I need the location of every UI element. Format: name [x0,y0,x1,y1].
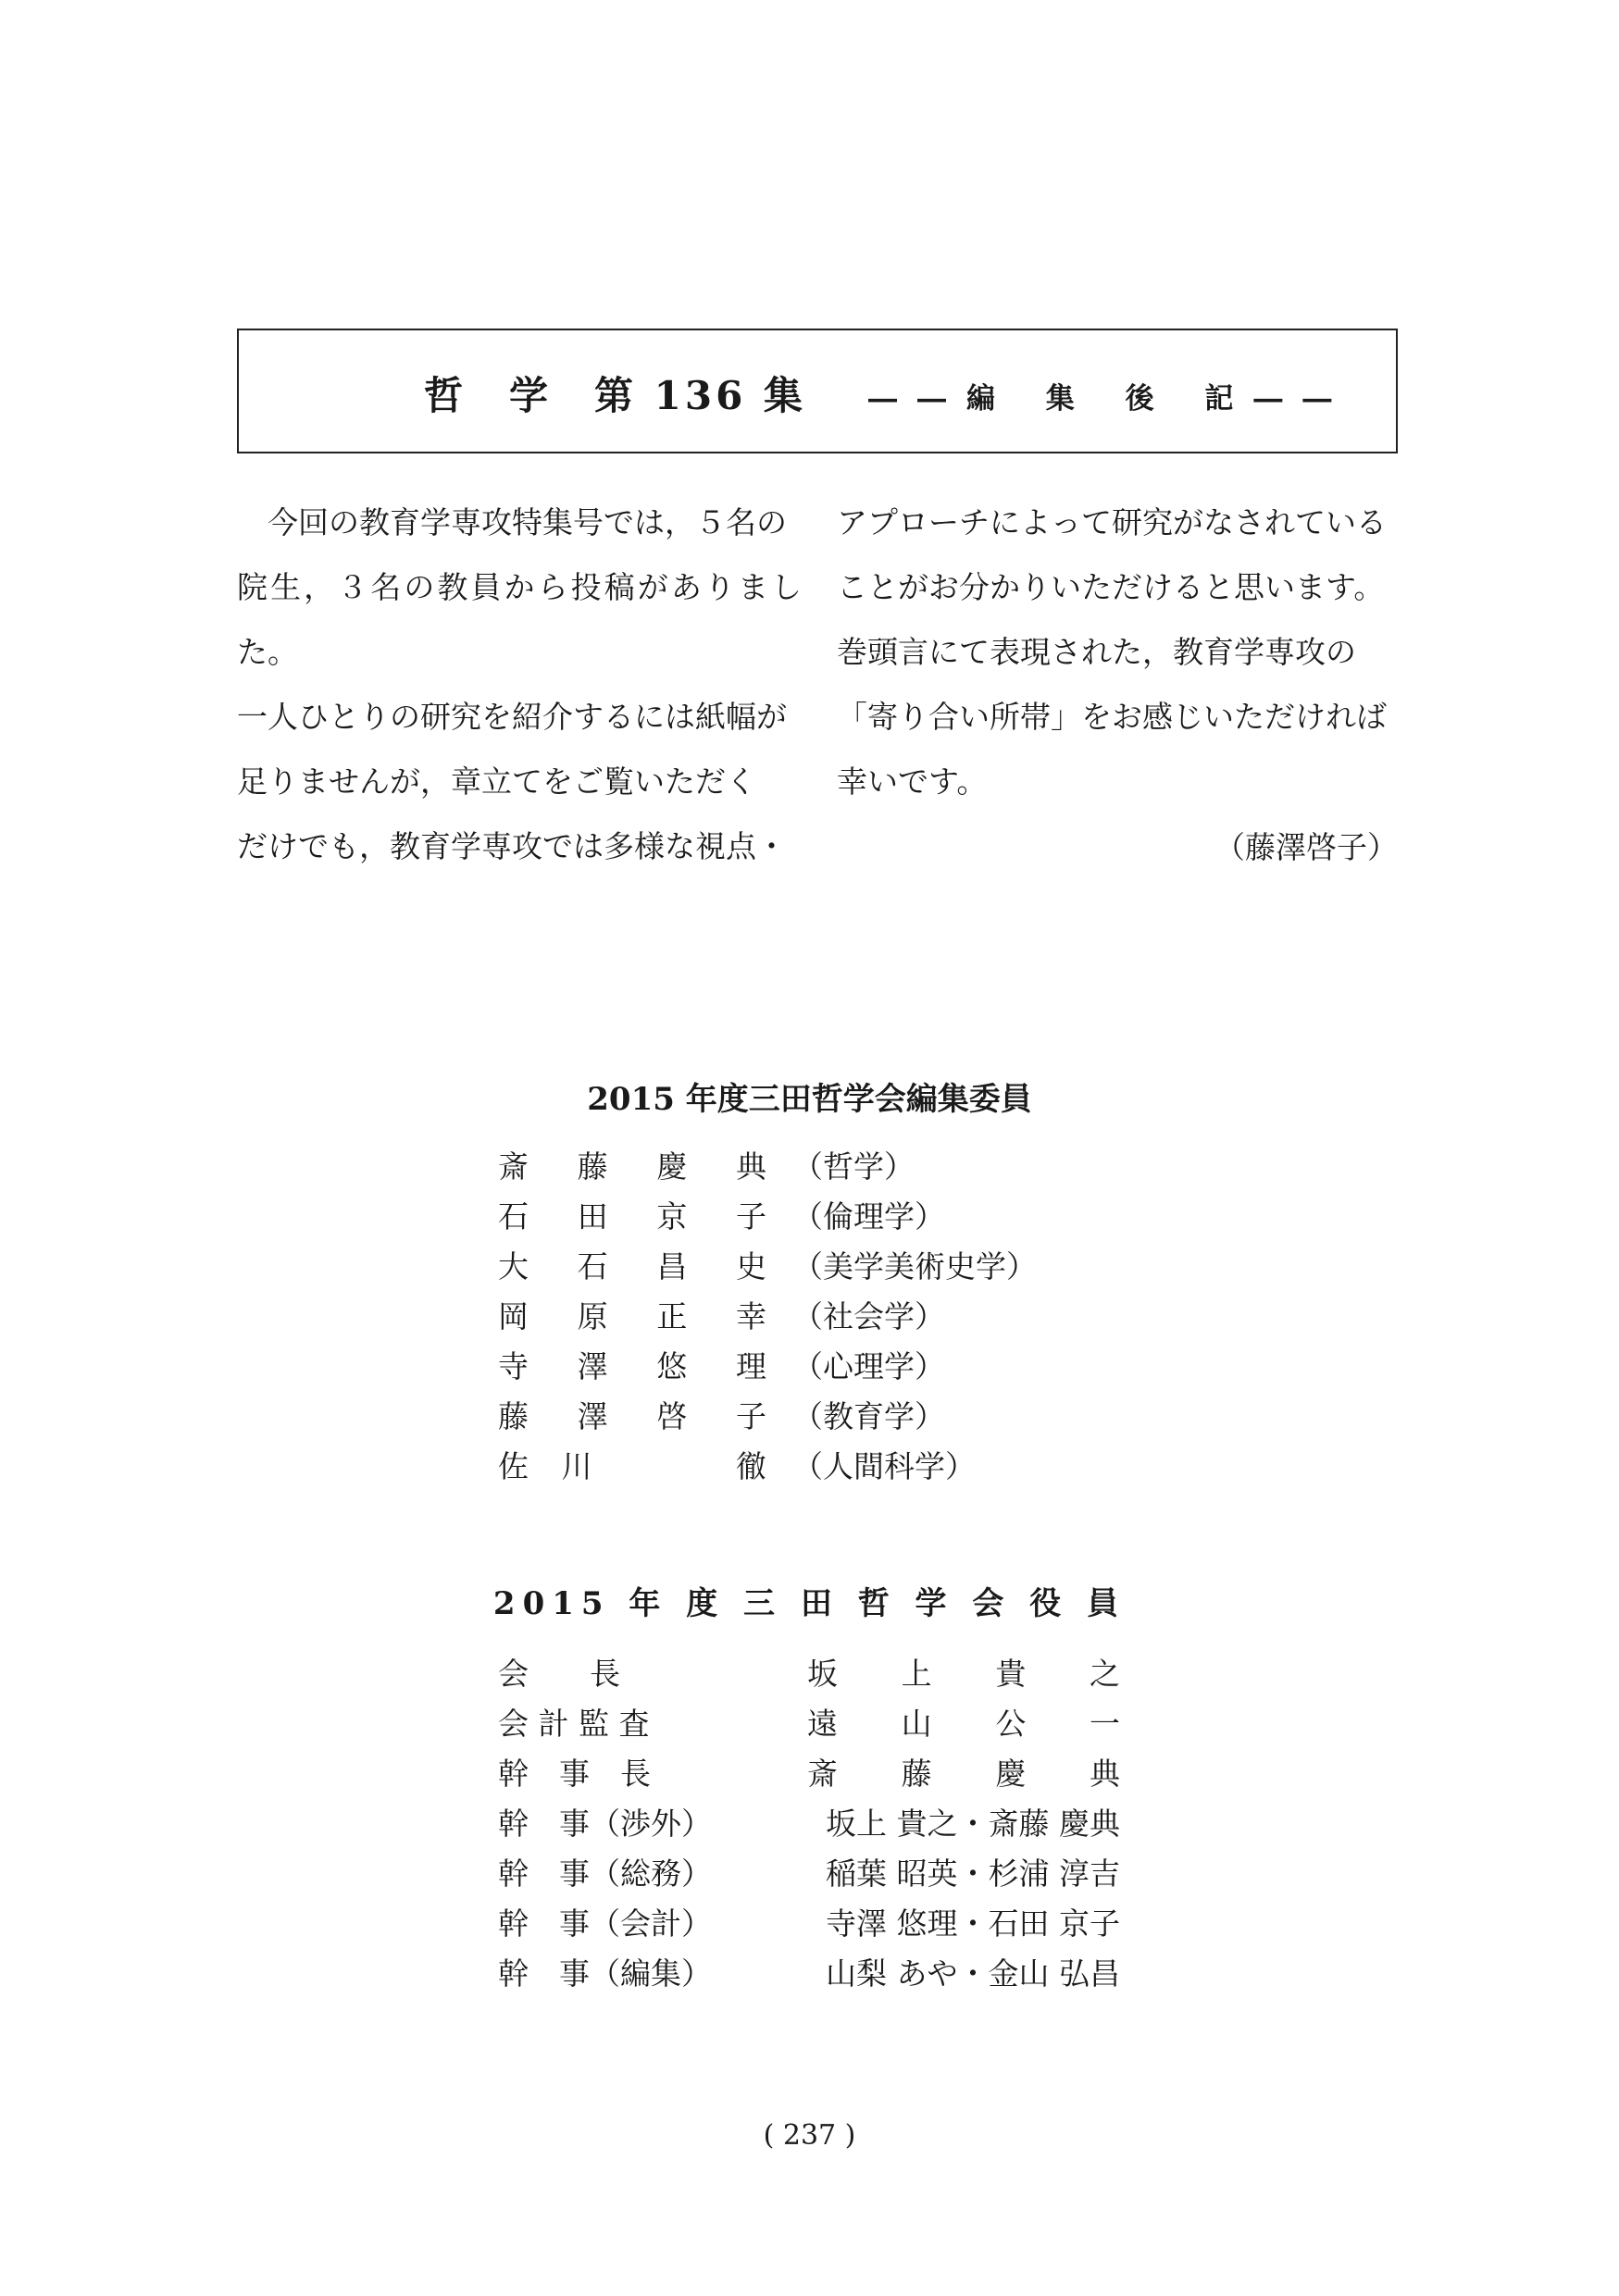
title-box [237,329,1398,453]
officer-names: 坂上 貴之・斎藤 慶典 [826,1806,1120,1842]
member-name: 岡 原 正 幸 [498,1298,766,1334]
officer-names: 稲葉 昭英・杉浦 淳吉 [826,1855,1120,1892]
journal-title: 哲 学 第 136 集 [424,373,806,418]
member-field: （社会学） [792,1298,945,1334]
member-field: （哲学） [792,1148,915,1185]
officer-role: 幹 事（総務） [498,1855,712,1892]
member-name: 斎 藤 慶 典 [498,1148,766,1185]
member-field: （人間科学） [792,1448,976,1484]
officer-role: 幹 事（編集） [498,1955,712,1992]
editorial-committee-title: 2015 年度三田哲学会編集委員 [587,1081,1032,1118]
officers-title: 2015 年 度 三 田 哲 学 会 役 員 [492,1585,1127,1622]
officer-role: 幹 事（渉外） [498,1806,712,1842]
member-name: 佐 川 徹 [498,1448,766,1484]
officer-names: 山梨 あや・金山 弘昌 [826,1955,1120,1992]
member-name: 大 石 昌 史 [498,1248,766,1285]
officer-role: 幹 事 長 [498,1756,651,1792]
officer-names: 寺澤 悠理・石田 京子 [826,1905,1120,1942]
member-name: 寺 澤 悠 理 [498,1348,766,1384]
member-name: 藤 澤 啓 子 [498,1398,766,1434]
afterword-signature: （藤澤啓子） [1214,829,1398,865]
officer-name: 遠 山 公 一 [807,1706,1120,1742]
afterword-left-column: 今回の教育学専攻特集号では，５名の 院生，３名の教員から投稿がありました。 一人ひとりの研究を紹介するには紙幅が 足りませんが，章立てをご覧いただく だけでも，教育学専攻では多様な視点・ [237,504,802,864]
officer-name: 斎 藤 慶 典 [807,1756,1120,1792]
member-field: （倫理学） [792,1198,945,1235]
member-field: （心理学） [792,1348,945,1384]
section-subtitle: ――編 集 後 記―― [868,382,1352,416]
officer-role: 会 長 [498,1656,620,1692]
member-name: 石 田 京 子 [498,1198,766,1235]
member-field: （美学美術史学） [792,1248,1037,1285]
officer-role: 幹 事（会計） [498,1905,712,1942]
officer-role: 会 計 監 査 [498,1706,650,1742]
afterword-right-column: アプローチによって研究がなされている ことがお分かりいただけると思います。 巻頭言にて表現された，教育学専攻の 「寄り合い所帯」をお感じいただければ 幸いです。 [837,504,1387,800]
member-field: （教育学） [792,1398,945,1434]
page-number: ( 237 ) [763,2119,856,2152]
officer-name: 坂 上 貴 之 [807,1656,1120,1692]
